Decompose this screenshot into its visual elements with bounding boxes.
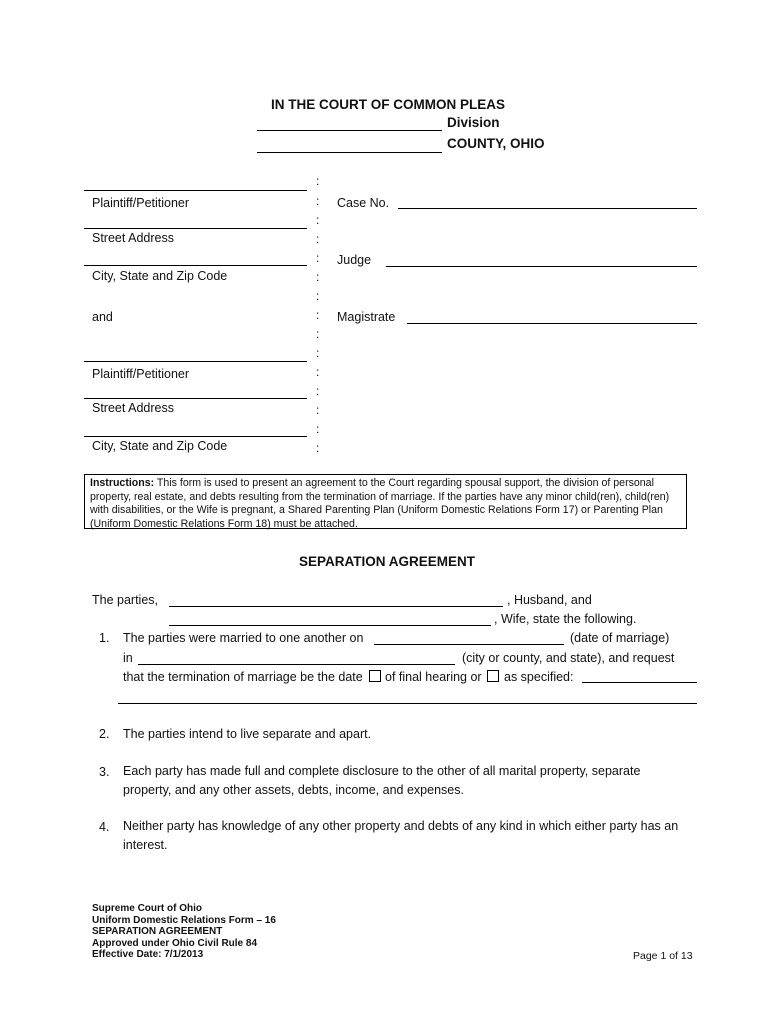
division-label: Division [447,115,500,130]
instructions-label: Instructions: [90,477,155,489]
magistrate-label: Magistrate [337,310,396,324]
final-hearing-label: of final hearing or [385,670,482,684]
married-text: The parties were married to one another on [123,631,364,645]
county-label: COUNTY, OHIO [447,136,545,151]
judge-field[interactable] [386,266,697,267]
caption-colon: : [316,270,320,284]
as-specified-label: as specified: [504,670,574,684]
case-no-label: Case No. [337,196,390,210]
caption-colon: : [316,174,320,188]
footer-approval: Approved under Ohio Civil Rule 84 [92,937,258,949]
party1-city-field[interactable] [84,265,307,266]
item-3-text: Each party has made full and complete disclosure to the other of all marital property, separate property, and any other assets, debts, income, and expenses. [123,764,641,797]
party2-street-label: Street Address [92,401,174,415]
caption-colon: : [316,346,320,360]
footer-court: Supreme Court of Ohio [92,903,202,914]
party2-name-field[interactable] [84,361,307,362]
caption-colon: : [316,441,320,455]
instructions-text: This form is used to present an agreement to the Court regarding spousal support, the division of personal property, real estate, and debts resulting from the termination of marriage. If the parties have any minor child(ren), child(ren) with disabilities, or the Wife is pregnant, a Shared Parenting Plan (Uniform Domestic Relations Form 17) or Parenting Plan (Uniform Domestic Relations Form 18) must be attached. [90,477,670,530]
page-number: Page 1 of 13 [633,950,693,962]
date-of-marriage-label: (date of marriage) [570,631,670,645]
husband-and-label: , Husband, and [507,593,592,607]
party1-name-field[interactable] [84,190,307,191]
item-4-number: 4. [99,820,110,834]
footer-effective-date: Effective Date: 7/1/2013 [92,949,204,960]
caption-colon: : [316,384,320,398]
caption-colon: : [316,308,320,322]
caption-colon: : [316,251,320,265]
final-hearing-checkbox[interactable] [369,670,381,682]
specified-date-field[interactable] [582,682,697,683]
footer-form-title: SEPARATION AGREEMENT [92,926,223,937]
party2-city-label: City, State and Zip Code [92,439,228,453]
caption-colon: : [316,194,320,208]
caption-colon: : [316,289,320,303]
the-parties-label: The parties, [92,593,159,607]
item-4-text: Neither party has knowledge of any other property and debts of any kind in which either party has an interest. [123,819,679,852]
and-label: and [92,310,113,324]
termination-text: that the termination of marriage be the date [123,670,363,684]
as-specified-checkbox[interactable] [487,670,499,682]
city-state-label: (city or county, and state), and request [462,651,675,665]
court-title: IN THE COURT OF COMMON PLEAS [271,97,505,112]
caption-colon: : [316,403,320,417]
party1-street-field[interactable] [84,228,307,229]
instructions-box [84,474,687,529]
party2-role-label: Plaintiff/Petitioner [92,367,190,381]
item-2-number: 2. [99,727,110,741]
item-3-number: 3. [99,765,110,779]
caption-colon: : [316,232,320,246]
caption-colon: : [316,327,320,341]
caption-colon: : [316,422,320,436]
caption-colon: : [316,213,320,227]
agreement-title: SEPARATION AGREEMENT [299,554,476,569]
marriage-date-field[interactable] [374,644,564,645]
division-field[interactable] [257,130,442,131]
marriage-place-field[interactable] [138,664,455,665]
county-field[interactable] [257,152,442,153]
husband-name-field[interactable] [169,606,503,607]
case-no-field[interactable] [398,208,697,209]
caption-colon: : [316,365,320,379]
wife-name-field[interactable] [169,625,491,626]
in-label: in [123,651,133,665]
party1-city-label: City, State and Zip Code [92,269,228,283]
specified-date-continuation-field[interactable] [118,703,697,704]
party2-city-field[interactable] [84,436,307,437]
party2-street-field[interactable] [84,398,307,399]
item-1-number: 1. [99,631,110,645]
party1-street-label: Street Address [92,231,174,245]
footer-block [92,903,276,961]
magistrate-field[interactable] [407,323,697,324]
judge-label: Judge [337,253,372,267]
wife-state-label: , Wife, state the following. [494,612,637,626]
footer-form-number: Uniform Domestic Relations Form – 16 [92,914,276,926]
item-2-text: The parties intend to live separate and apart. [123,727,372,741]
party1-role-label: Plaintiff/Petitioner [92,196,190,210]
